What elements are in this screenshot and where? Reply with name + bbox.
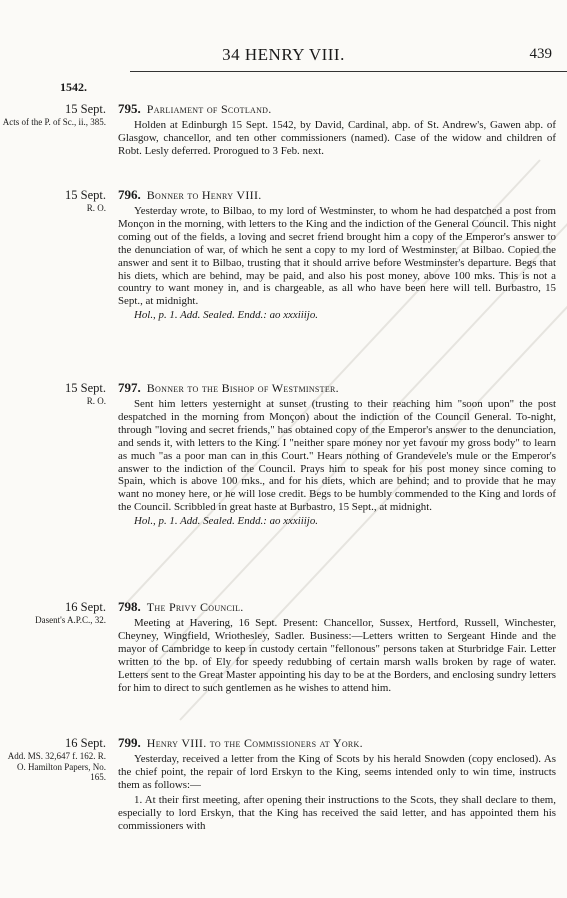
entry-date: 16 Sept. [65, 736, 106, 750]
entry-paragraph: Yesterday, received a letter from the King of Scots by his herald Snowden (copy enclosed). As the chief point, the repair of lord Erskyn to the King, seems intended only to win time, instructs them as follows:— [118, 753, 556, 791]
year-label: 1542. [60, 80, 87, 94]
running-head [0, 45, 567, 69]
entry-paragraph: 1. At their first meeting, after opening their instructions to the Scots, they shall declare to them, especially to lord Erskyn, that the King has received the said letter, and has appointed them his commissioners with [118, 793, 556, 832]
entry-date: 16 Sept. [65, 600, 106, 614]
page-number: 439 [529, 46, 552, 62]
entry-content [118, 102, 556, 158]
entry-note: Hol., p. 1. Add. Sealed. Endd.: ao xxxiiijo. [134, 309, 318, 322]
entry-heading [118, 381, 556, 395]
entry-paragraph: Sent him letters yesternight at sunset (trusting to their reaching him "soon upon" the post despatched in the morning from Monçon) about the indiction of the Council General. To-night, through "loving and secret friends," has obtained copy of the Emperor's answer to the denunciation, and sends it, with letters to the King. I "neither spare money nor yet favour my gross body" to learn as much "as a poor man can in this Court." Hears nothing of Grandevele's mule or the Emperor's answer to the indiction of the Council. Prays him to speak for his post money since coming to Spain, which is above 100 mks., and for his diets, which are behind; and to provide that he may want no money here, or he will lose credit. Begs to be humbly commended to the King and lords of the Council. Scribbled in great haste at Burbastro, 15 Sept., at midnight. [118, 398, 556, 514]
entry-content [118, 736, 556, 832]
entry-content [118, 188, 556, 322]
entry-heading [118, 102, 556, 116]
entry-margin [0, 600, 106, 626]
entry-heading [118, 600, 556, 614]
entry-heading [118, 736, 556, 750]
entry-source: Acts of the P. of Sc., ii., 385. [2, 117, 106, 127]
entry-title: Bonner to Henry VIII. [146, 188, 262, 202]
entry-title: Henry VIII. to the Commissioners at York. [146, 736, 363, 750]
entry-number: 798. [118, 599, 141, 614]
entry-source: R. O. [86, 396, 106, 406]
entry-source: R. O. [86, 203, 106, 213]
entry-source: Add. MS. 32,647 f. 162. R. O. Hamilton Papers, No. 165. [7, 751, 106, 782]
entry-note: Hol., p. 1. Add. Sealed. Endd.: ao xxxiiijo. [134, 515, 318, 528]
entry-number: 797. [118, 380, 141, 395]
entry-date: 15 Sept. [65, 188, 106, 202]
entry-date: 15 Sept. [65, 102, 106, 116]
entry-title: The Privy Council. [146, 600, 244, 614]
entry-paragraph: Holden at Edinburgh 15 Sept. 1542, by David, Cardinal, abp. of St. Andrew's, Gawen abp. of Glasgow, chancellor, and ten other commissioners (named). Case of the widow and children of Robt. Lesly deferred. Prorogued to 3 Feb. next. [118, 119, 556, 157]
entry-margin [0, 102, 106, 128]
entry-paragraph: Meeting at Havering, 16 Sept. Present: Chancellor, Sussex, Hertford, Russell, Winchester, Cheyney, Wingfield, Wriothesley, Sadler. Business:—Letters written to Sergeant Hinde and the mayor of Cambridge to keep in custody certain "fellonous" persons taken at Sturbridge Fair. Letter written to the bp. of Ely for speedy redubbing of certain marsh walls broken by rage of water. Letters sent to the Great Master appointing his day to be at the Borders, and enclosing sundry letters for him to direct to such gentlemen as he wishes to attend him. [118, 617, 556, 694]
running-head-title: 34 HENRY VIII. [222, 45, 345, 64]
entry-source: Dasent's A.P.C., 32. [35, 615, 106, 625]
entry-title: Parliament of Scotland. [146, 102, 272, 116]
entry-content [118, 600, 556, 694]
entry-date: 15 Sept. [65, 381, 106, 395]
entry-margin [0, 188, 106, 214]
entry-heading [118, 188, 556, 202]
entry-paragraph: Yesterday wrote, to Bilbao, to my lord of Westminster, to whom he had despatched a post from Monçon in the morning, with letters to the King and the indiction of the General Council. This night coming out of the fields, a loving and secret friend brought him a copy of the Emperor's answer to the denunciation of war, of which he sent a copy to my lord of Westminster, at Bilbao. Copied the answer and sent it to Bilbao, trusting that it should arrive before Westminster's departure. Begs that his diets, which are behind, may be paid, and also his post money, above 100 mks. This is not a country to want money in, and is chargeable, as all who have been here will tell. Burbastro, 15 Sept., at midnight. [118, 205, 556, 308]
entry-content [118, 381, 556, 528]
header-rule [130, 71, 567, 72]
entry-number: 795. [118, 101, 141, 116]
entry-margin [0, 736, 106, 783]
entry-margin [0, 381, 106, 407]
entry-number: 799. [118, 735, 141, 750]
entry-number: 796. [118, 187, 141, 202]
entry-title: Bonner to the Bishop of Westminster. [146, 381, 339, 395]
